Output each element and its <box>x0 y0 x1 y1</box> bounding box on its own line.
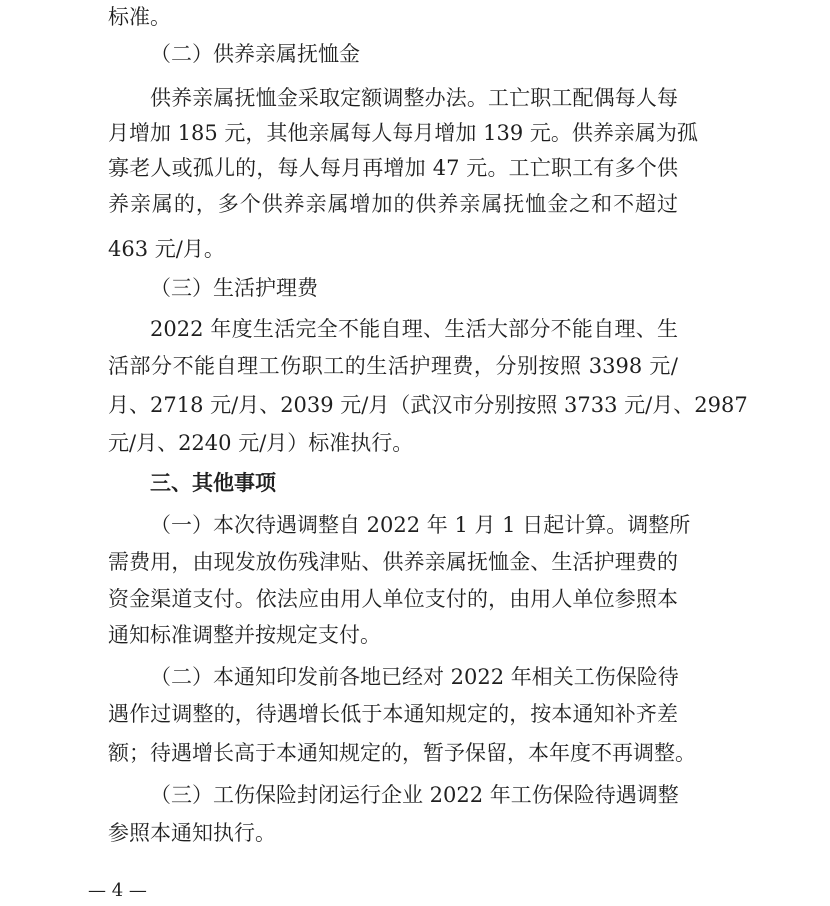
paragraph-line: 供养亲属抚恤金采取定额调整办法。工亡职工配偶每人每 <box>150 86 678 110</box>
paragraph-line: 参照本通知执行。 <box>108 821 276 845</box>
paragraph-line: 活部分不能自理工伤职工的生活护理费，分别按照 3398 元/ <box>108 354 678 378</box>
paragraph-line: （三）工伤保险封闭运行企业 2022 年工伤保险待遇调整 <box>150 783 679 807</box>
paragraph-line: 通知标准调整并按规定支付。 <box>108 623 381 647</box>
paragraph-line: 463 元/月。 <box>108 237 225 261</box>
page-number: — 4 — <box>88 880 147 901</box>
paragraph-line: 寡老人或孤儿的，每人每月再增加 47 元。工亡职工有多个供 <box>108 156 678 180</box>
section-subheading: （三）生活护理费 <box>150 276 318 300</box>
paragraph-line: 标准。 <box>108 5 171 29</box>
paragraph-line: （二）本通知印发前各地已经对 2022 年相关工伤保险待 <box>150 665 679 689</box>
paragraph-line: 元/月、2240 元/月）标准执行。 <box>108 431 414 455</box>
paragraph-line: 资金渠道支付。依法应由用人单位支付的，由用人单位参照本 <box>108 587 678 611</box>
paragraph-line: 月增加 185 元，其他亲属每人每月增加 139 元。供养亲属为孤 <box>108 121 698 145</box>
paragraph-line: （一）本次待遇调整自 2022 年 1 月 1 日起计算。调整所 <box>150 513 691 537</box>
paragraph-line: 额；待遇增长高于本通知规定的，暂予保留，本年度不再调整。 <box>108 741 696 765</box>
paragraph-line: 养亲属的，多个供养亲属增加的供养亲属抚恤金之和不超过 <box>108 192 678 216</box>
paragraph-line: 需费用，由现发放伤残津贴、供养亲属抚恤金、生活护理费的 <box>108 550 678 574</box>
section-subheading: （二）供养亲属抚恤金 <box>150 42 360 66</box>
paragraph-line: 遇作过调整的，待遇增长低于本通知规定的，按本通知补齐差 <box>108 702 678 726</box>
section-heading: 三、其他事项 <box>150 470 276 495</box>
paragraph-line: 2022 年度生活完全不能自理、生活大部分不能自理、生 <box>150 317 678 341</box>
paragraph-line: 月、2718 元/月、2039 元/月（武汉市分别按照 3733 元/月、2987 <box>108 393 748 417</box>
